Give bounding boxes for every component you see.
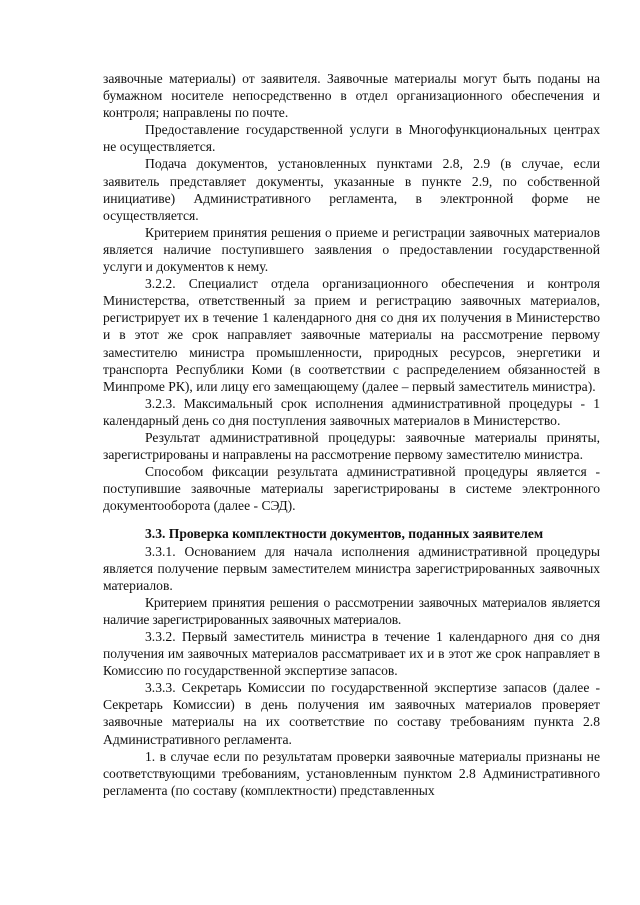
paragraph: Способом фиксации результата административной процедуры является - поступившие заявочные материалы зарегистрированы в системе электронного документооборота (далее - СЭД). <box>103 464 600 514</box>
paragraph: Предоставление государственной услуги в Многофункциональных центрах не осуществляется. <box>103 122 600 155</box>
paragraph: Критерием принятия решения о рассмотрении заявочных материалов является наличие зарегистрированных заявочных материалов. <box>103 594 600 627</box>
paragraph: 3.3.1. Основанием для начала исполнения административной процедуры является получение первым заместителем министра зарегистрированных заявочных материалов. <box>103 543 600 593</box>
paragraph: Результат административной процедуры: заявочные материалы приняты, зарегистрированы и направлены на рассмотрение первому заместителю министра. <box>103 429 600 463</box>
paragraph: 3.2.2. Специалист отдела организационного обеспечения и контроля Министерства, ответственный за прием и регистрацию заявочных материалов, регистрирует их в течение 1 календарного дня со дня их получения в Министерство и в этот же срок направляет заявочные материалы на рассмотрение первому заместителю министра промышленности, природных ресурсов, энергетики и транспорта Республики Коми (в соответствии с распределением обязанностей в Минпроме РК), или лицу его замещающему (далее – первый заместитель министра). <box>103 276 600 394</box>
paragraph: заявочные материалы) от заявителя. Заявочные материалы могут быть поданы на бумажном носителе непосредственно в отдел организационного обеспечения и контроля; направлены по почте. <box>103 71 600 121</box>
section-heading: 3.3. Проверка комплектности документов, поданных заявителем <box>145 526 544 542</box>
paragraph: 3.2.3. Максимальный срок исполнения административной процедуры - 1 календарный день со дня поступления заявочных материалов в Министерство. <box>103 395 600 428</box>
paragraph: 3.3.3. Секретарь Комиссии по государственной экспертизе запасов (далее - Секретарь Комиссии) в день получения им заявочных материалов проверяет заявочные материалы на их соответствие по составу требованиям пункта 2.8 Административного регламента. <box>103 680 600 747</box>
document-page <box>103 70 600 799</box>
paragraph: Подача документов, установленных пунктами 2.8, 2.9 (в случае, если заявитель представляет документы, указанные в пункте 2.9, по собственной инициативе) Административного регламента, в электронной форме не осуществляется. <box>103 156 600 223</box>
paragraph: 1. в случае если по результатам проверки заявочные материалы признаны не соответствующими требованиям, установленным пунктом 2.8 Административного регламента (по составу (комплектности) представленных <box>103 748 600 798</box>
paragraph: Критерием принятия решения о приеме и регистрации заявочных материалов является наличие поступившего заявления о предоставлении государственной услуги и документов к нему. <box>103 224 600 275</box>
paragraph: 3.3.2. Первый заместитель министра в течение 1 календарного дня со дня получения им заявочных материалов рассматривает их и в этот же срок направляет в Комиссию по государственной экспертизе запасов. <box>103 629 600 679</box>
